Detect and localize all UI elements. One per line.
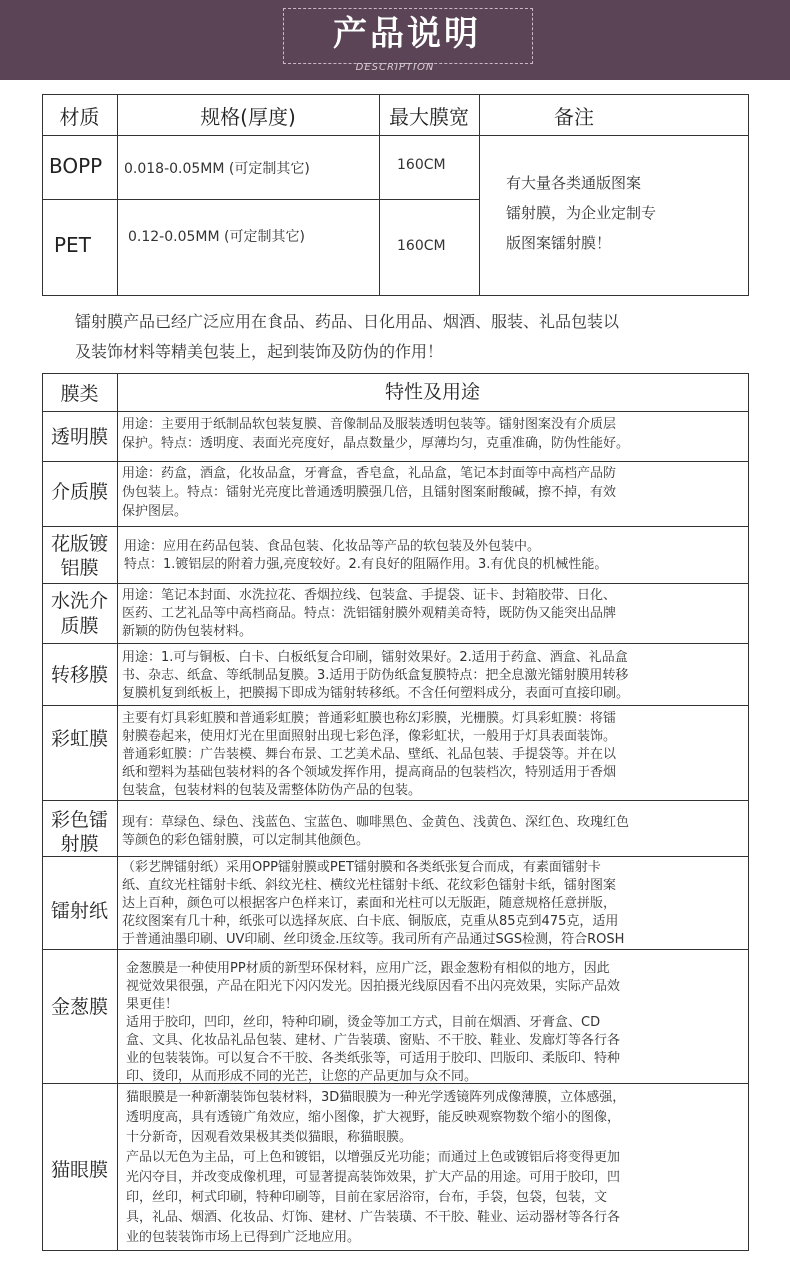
- types-header-category: 膜类: [60, 383, 99, 405]
- type-name: 水洗介: [50, 590, 108, 612]
- type-desc-line: 现有：草绿色、绿色、浅蓝色、宝蓝色、咖啡黑色、金黄色、浅黄色、深红色、玫瑰红色: [122, 815, 630, 830]
- type-desc-line: 用途：药盒，酒盒，化妆品盒，牙膏盒，香皂盒，礼品盒，笔记本封面等中高档产品防: [122, 466, 617, 481]
- type-desc-line: 十分新奇，因观看效果极其类似猫眼，称猫眼膜。: [126, 1130, 413, 1145]
- type-desc-line: 果更佳！: [126, 997, 179, 1012]
- type-desc-line: 射膜卷起来，使用灯光在里面照射出现七彩色泽，像彩虹状，一般用于灯具表面装饰。: [122, 729, 617, 744]
- type-desc-line: 普通彩虹膜：广告装模、舞台布景、工艺美术品、壁纸、礼品包装、手提袋等。并在以: [122, 747, 617, 762]
- type-desc-line: 盒、文具、化妆品礼品包装、建材、广告装璜、窗贴、不干胶、鞋业、发廊灯等各行各: [126, 1033, 621, 1048]
- type-desc-line: 达上百种，颜色可以根据客户色样来订，素面和光柱可以无版距，随意规格任意拼版，: [122, 896, 617, 911]
- type-desc-line: 具，礼品、烟酒、化妆品、灯饰、建材、广告装璜、不干胶、鞋业、运动器材等各行各: [126, 1210, 621, 1225]
- type-desc-line: 金葱膜是一种使用PP材质的新型环保材料，应用广泛，跟金葱粉有相似的地方，因此: [126, 961, 610, 976]
- type-desc-line: 用途：笔记本封面、水洗拉花、香烟拉线、包装盒、手提袋、证卡、封箱胶带、日化、: [122, 588, 617, 603]
- spec-remark-line: 有大量各类通版图案: [506, 174, 642, 192]
- type-desc-line: 书、杂志、纸盒、等纸制品复膜。3.适用于防伪纸盒复膜特点：把全息激光镭射膜用转移: [122, 668, 629, 683]
- intro-line: 镭射膜产品已经广泛应用在食品、药品、日化用品、烟酒、服装、礼品包装以: [75, 312, 620, 331]
- type-desc-line: 于普通油墨印刷、UV印刷、丝印烫金.压纹等。我司所有产品通过SGS检测，符合ROSH: [122, 932, 625, 947]
- page-subtitle: DESCRIPTION: [355, 62, 435, 73]
- type-desc-line: 新颖的防伪包装材料。: [122, 624, 253, 639]
- type-desc-line: 印，丝印，柯式印刷，特种印刷等，目前在家居浴帘，台布，手袋，包袋，包装，文: [126, 1190, 608, 1205]
- type-desc-line: 用途：1.可与铜板、白卡、白板纸复合印刷，镭射效果好。2.适用于药盒、酒盒、礼品盒: [122, 650, 628, 665]
- type-desc-line: 保护图层。: [122, 504, 188, 519]
- spec-value-pet: 0.12-0.05MM (可定制其它): [128, 229, 305, 245]
- type-desc-line: 印、烫印，从而形成不同的光芒，让您的产品更加与众不同。: [126, 1069, 478, 1084]
- type-desc-line: 业的包装装饰。可以复合不干胶、各类纸张等，可适用于胶印、凹版印、柔版印、特种: [126, 1051, 621, 1066]
- type-desc-line: 医药、工艺礼品等中高档商品。特点：洗铝镭射膜外观精美奇特，既防伪又能突出品牌: [122, 606, 617, 621]
- type-desc-line: 复膜机复到纸板上，把膜揭下即成为镭射转移纸。不含任何塑料成分，表面可直接印刷。: [122, 686, 630, 701]
- type-desc-line: 透明度高，具有透镜广角效应，缩小图像，扩大视野，能反映观察物数个缩小的图像，: [126, 1110, 621, 1125]
- spec-material-bopp: BOPP: [49, 154, 103, 178]
- type-name: 金葱膜: [50, 996, 108, 1018]
- type-desc-line: 包装盒，包装材料的包装及需整体防伪产品的包装。: [122, 783, 422, 798]
- spec-remark-line: 版图案镭射膜！: [506, 234, 612, 252]
- type-desc-line: 花纹图案有几十种，纸张可以选择灰底、白卡底、铜版底，克重从85克到475克，适用: [122, 914, 619, 929]
- type-desc-line: 适用于胶印，凹印，丝印，特种印刷，烫金等加工方式，目前在烟酒、牙膏盒、CD: [126, 1015, 601, 1030]
- type-desc-line: 猫眼膜是一种新潮装饰包装材料，3D猫眼膜为一种光学透镜阵列成像薄膜，立体感强，: [126, 1090, 626, 1105]
- types-header-usage: 特性及用途: [384, 381, 480, 403]
- type-name: 介质膜: [50, 481, 108, 503]
- header-banner: [0, 0, 790, 80]
- intro-line: 及装饰材料等精美包装上，起到装饰及防伪的作用！: [75, 342, 444, 361]
- type-name: 铝膜: [60, 557, 99, 579]
- spec-header-remark: 备注: [554, 105, 594, 129]
- type-desc-line: 光闪夺目，并改变成像机理，可显著提高装饰效果，扩大产品的用途。可用于胶印，凹: [126, 1170, 621, 1185]
- spec-remark-line: 镭射膜，为企业定制专: [506, 204, 657, 222]
- type-desc-line: （彩艺牌镭射纸）采用OPP镭射膜或PET镭射膜和各类纸张复合而成，有素面镭射卡: [122, 860, 601, 875]
- content: [0, 80, 790, 1264]
- type-name: 彩色镭: [50, 809, 108, 831]
- type-desc-line: 保护。特点：透明度、表面光亮度好，晶点数量少，厚薄均匀，克重准确，防伪性能好。: [122, 436, 630, 451]
- type-name: 射膜: [60, 833, 99, 855]
- type-desc-line: 特点：1.镀铝层的附着力强,亮度较好。2.有良好的阻隔作用。3.有优良的机械性能。: [124, 557, 608, 572]
- spec-width-bopp: 160CM: [397, 157, 446, 173]
- spec-width-pet: 160CM: [397, 238, 446, 254]
- type-name: 透明膜: [50, 426, 108, 448]
- spec-header-width: 最大膜宽: [389, 105, 469, 129]
- type-desc-line: 产品以无色为主品，可上色和镀铝，以增强反光功能；而通过上色或镀铝后将变得更加: [126, 1150, 621, 1165]
- spec-material-pet: PET: [54, 233, 91, 257]
- type-desc-line: 伪包装上。特点：镭射光亮度比普通透明膜强几倍，且镭射图案耐酸碱，擦不掉，有效: [122, 485, 617, 500]
- type-desc-line: 主要有灯具彩虹膜和普通彩虹膜；普通彩虹膜也称幻彩膜，光栅膜。灯具彩虹膜：将镭: [122, 711, 617, 726]
- type-name: 转移膜: [50, 664, 108, 686]
- type-name: 猫眼膜: [50, 1159, 108, 1181]
- type-name: 镭射纸: [50, 900, 108, 922]
- type-desc-line: 视觉效果很强，产品在阳光下闪闪发光。因拍摄光线原因看不出闪亮效果，实际产品效: [126, 979, 621, 994]
- type-desc-line: 纸和塑料为基础包装材料的各个领域发挥作用，提高商品的包装档次，特别适用于香烟: [122, 765, 617, 780]
- spec-value-bopp: 0.018-0.05MM (可定制其它): [124, 161, 310, 177]
- type-name: 花版镀: [50, 533, 108, 555]
- page-title: 产品说明: [333, 14, 481, 54]
- spec-header-material: 材质: [59, 105, 100, 129]
- spec-header-spec: 规格(厚度): [200, 105, 296, 129]
- type-desc-line: 用途：主要用于纸制品软包装复膜、音像制品及服装透明包装等。镭射图案没有介质层: [122, 417, 617, 432]
- type-desc-line: 用途：应用在药品包装、食品包装、化妆品等产品的软包装及外包装中。: [124, 539, 541, 554]
- type-desc-line: 等颜色的彩色镭射膜，可以定制其他颜色。: [122, 833, 370, 848]
- type-desc-line: 业的包装装饰市场上已得到广泛地应用。: [126, 1230, 361, 1245]
- type-name: 彩虹膜: [50, 728, 108, 750]
- type-name: 质膜: [60, 615, 99, 637]
- type-desc-line: 纸、直纹光柱镭射卡纸、斜纹光柱、横纹光柱镭射卡纸、花纹彩色镭射卡纸，镭射图案: [122, 878, 617, 893]
